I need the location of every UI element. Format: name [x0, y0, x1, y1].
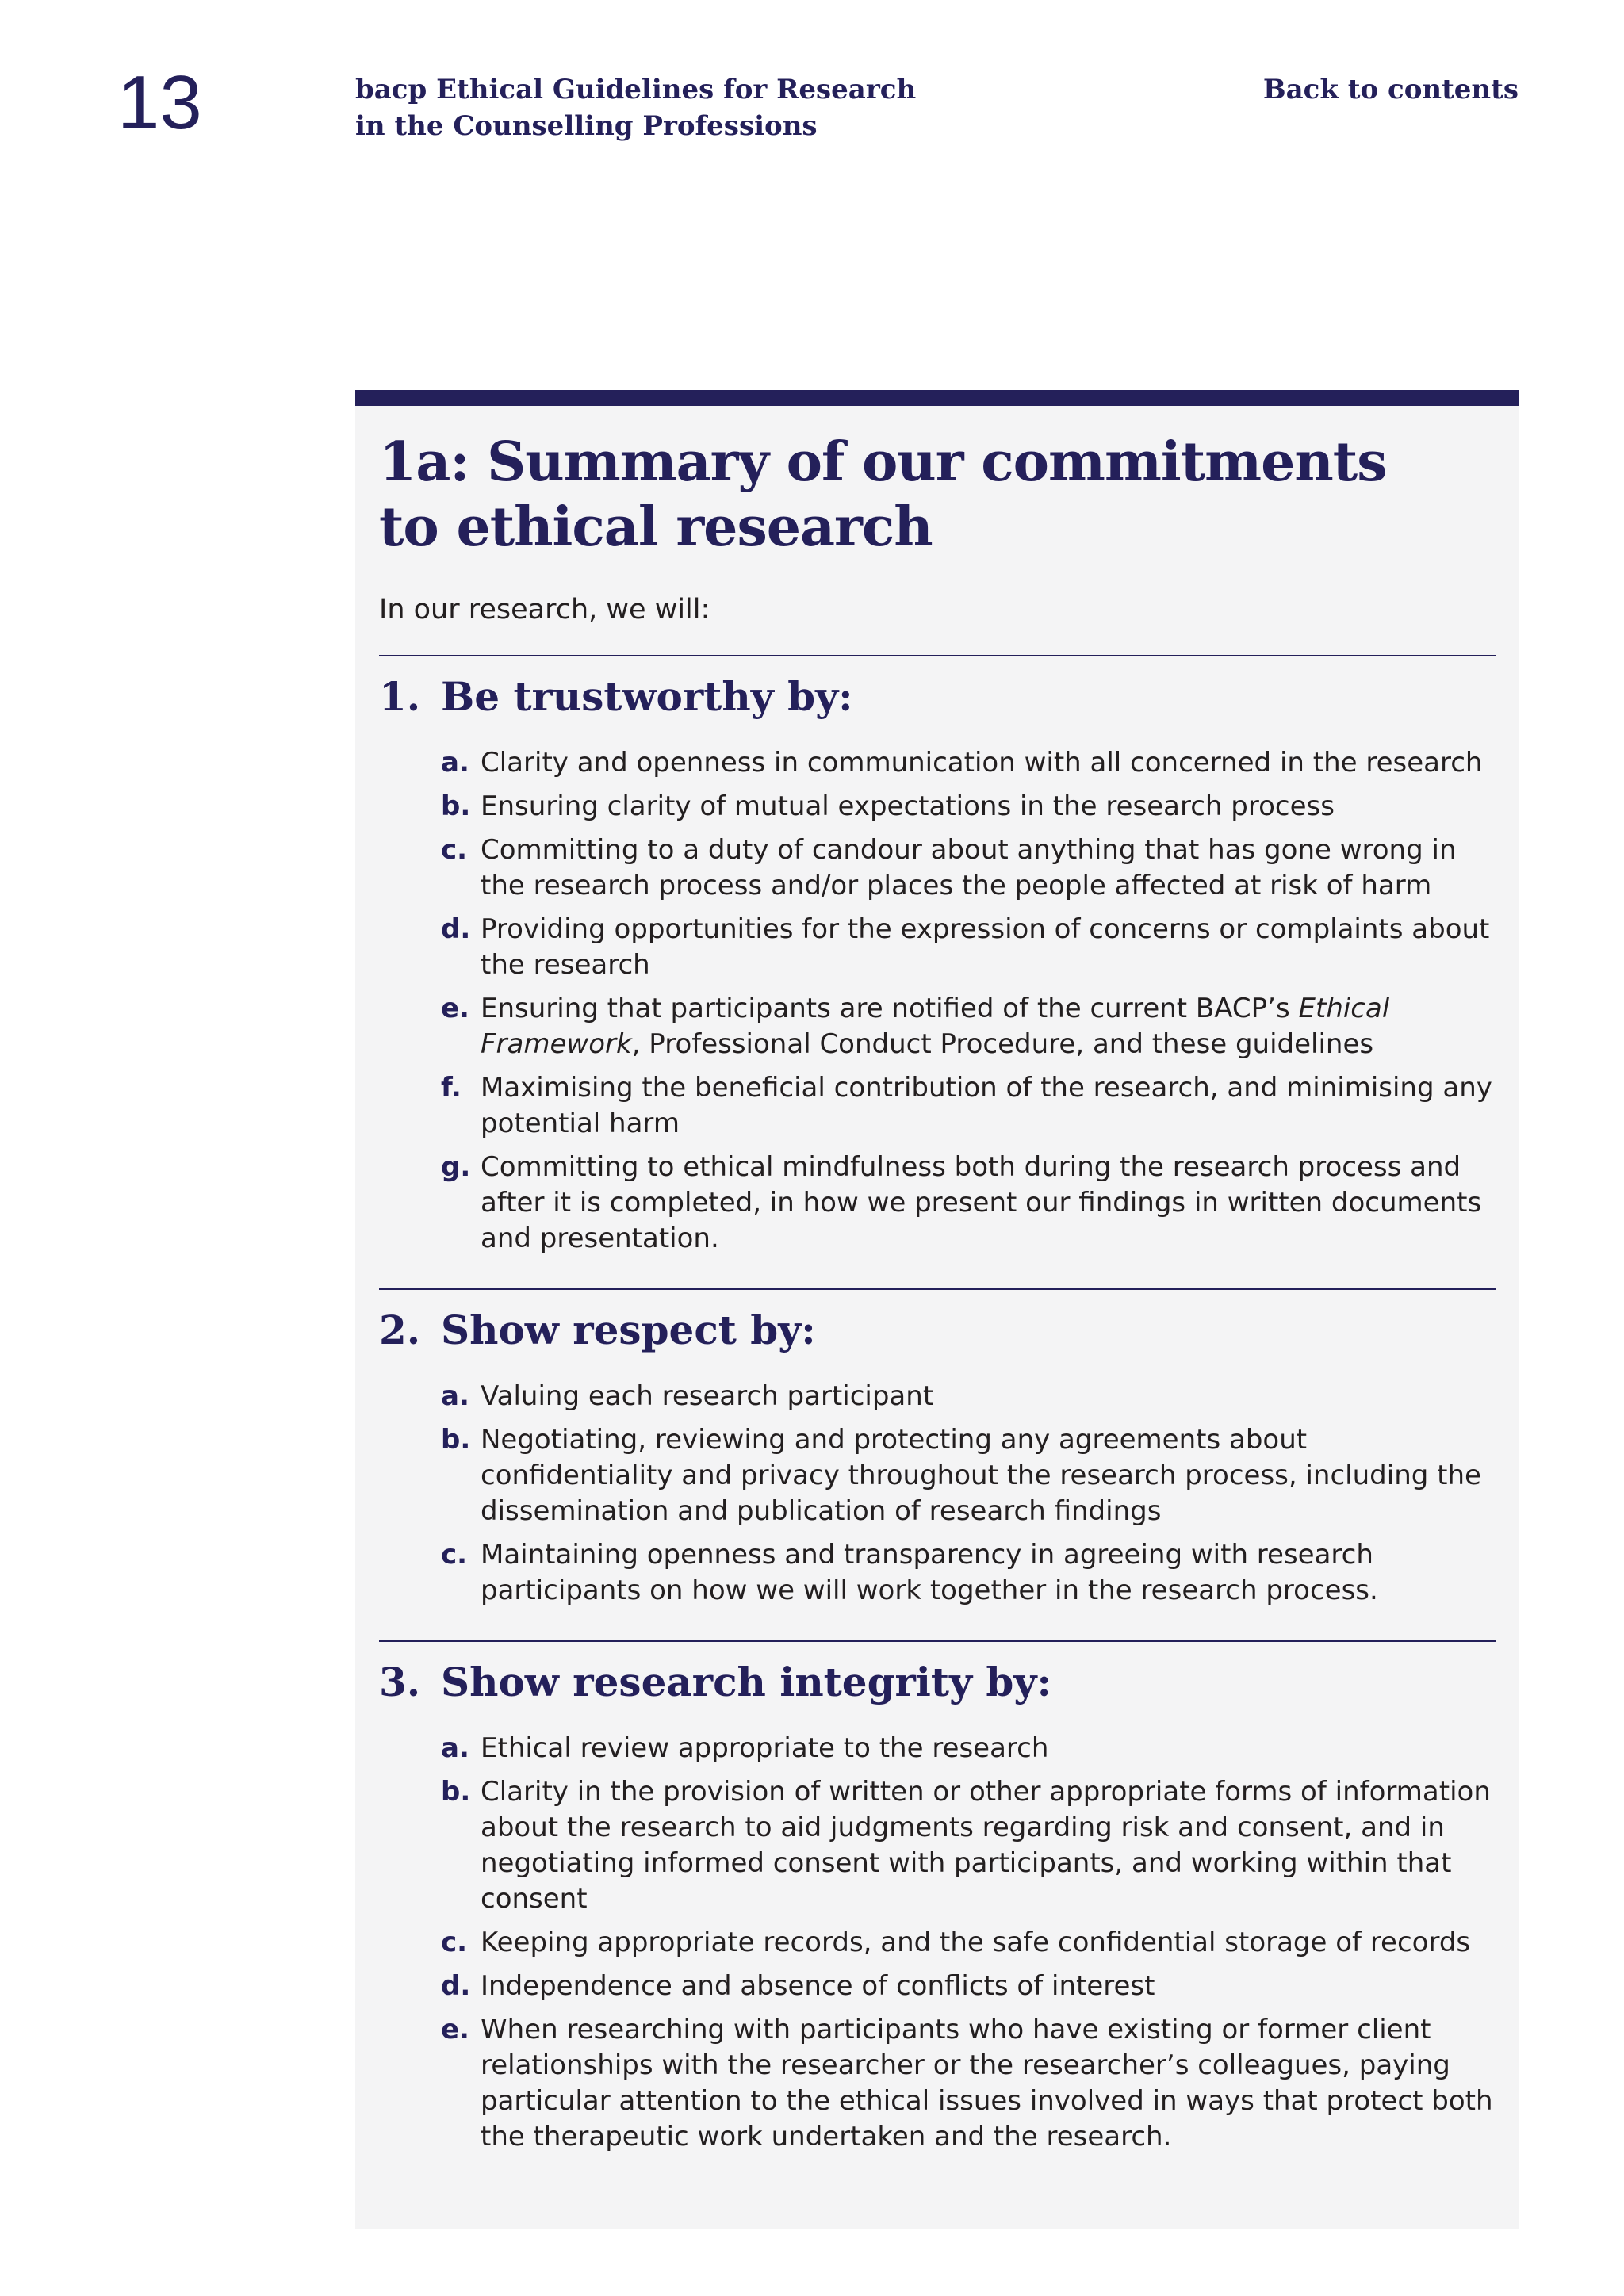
- list-item: [441, 832, 1496, 904]
- document-title-line1: bacp Ethical Guidelines for Research: [355, 74, 917, 105]
- commitment-list: [379, 745, 1496, 1257]
- list-item: [441, 1422, 1496, 1529]
- item-text: Clarity and openness in communication with all concerned in the research: [481, 747, 1483, 779]
- summary-title-line2: to ethical research: [379, 496, 933, 559]
- list-item: [441, 991, 1496, 1062]
- item-letter: b.: [441, 1776, 471, 1808]
- back-to-contents-link[interactable]: Back to contents: [1262, 74, 1519, 105]
- item-text: [481, 991, 1496, 1062]
- list-item: [441, 1969, 1496, 2004]
- item-text-em: Ethical Framework: [481, 993, 1390, 1060]
- section-respect: [379, 1288, 1496, 1609]
- section-number: 2.: [379, 1307, 421, 1353]
- section-heading: [379, 1303, 1496, 1358]
- list-item: [441, 1731, 1496, 1766]
- item-letter: f.: [441, 1072, 462, 1104]
- document-title-line2: in the Counselling Professions: [355, 110, 818, 142]
- section-trustworthy: [379, 655, 1496, 1257]
- item-letter: g.: [441, 1151, 471, 1183]
- item-text: Clarity in the provision of written or other appropriate forms of information about the research to aid judgments regarding risk and consent, and in negotiating informed consent with participants, and working within that consent: [481, 1776, 1491, 1915]
- item-text: When researching with participants who have existing or former client relationships with the researcher or the researcher’s colleagues, paying particular attention to the ethical issues involved in ways that protect both the therapeutic work undertaken and the research.: [481, 2014, 1493, 2152]
- list-item: [441, 1774, 1496, 1917]
- list-item: [441, 2012, 1496, 2155]
- section-title: Show research integrity by:: [441, 1659, 1051, 1705]
- item-text: Committing to a duty of candour about anything that has gone wrong in the research process and/or places the people affected at risk of harm: [481, 834, 1457, 901]
- item-letter: e.: [441, 2014, 469, 2045]
- item-letter: b.: [441, 790, 471, 822]
- summary-title: [379, 430, 1496, 560]
- list-item: [441, 789, 1496, 825]
- item-letter: c.: [441, 1927, 468, 1958]
- list-item: [441, 1379, 1496, 1414]
- item-text: Providing opportunities for the expression of concerns or complaints about the research: [481, 913, 1490, 981]
- section-integrity: [379, 1640, 1496, 2155]
- list-item: [441, 912, 1496, 983]
- item-letter: d.: [441, 1970, 471, 2002]
- list-item: [441, 1150, 1496, 1257]
- item-text-pre: Ensuring that participants are notified of the current BACP’s: [481, 993, 1299, 1024]
- section-heading: [379, 1655, 1496, 1710]
- item-letter: a.: [441, 1732, 469, 1764]
- item-letter: c.: [441, 834, 468, 866]
- item-text: Committing to ethical mindfulness both during the research process and after it is completed, in how we present our findings in written documents and presentation.: [481, 1151, 1482, 1254]
- list-item: [441, 1537, 1496, 1609]
- commitment-list: [379, 1379, 1496, 1609]
- item-letter: d.: [441, 913, 471, 945]
- list-item: [441, 1070, 1496, 1142]
- item-letter: a.: [441, 747, 469, 779]
- section-number: 3.: [379, 1659, 421, 1705]
- summary-title-line1: 1a: Summary of our commitments: [379, 430, 1387, 494]
- item-text: Keeping appropriate records, and the safe confidential storage of records: [481, 1927, 1471, 1958]
- section-title: Show respect by:: [441, 1307, 816, 1353]
- item-letter: b.: [441, 1424, 471, 1456]
- section-heading: [379, 669, 1496, 725]
- document-title: [355, 71, 916, 144]
- page-number: 13: [117, 60, 202, 145]
- section-title: Be trustworthy by:: [441, 673, 853, 720]
- item-letter: e.: [441, 993, 469, 1024]
- commitment-list: [379, 1731, 1496, 2155]
- summary-box: [355, 390, 1519, 2229]
- list-item: [441, 745, 1496, 781]
- intro-text: In our research, we will:: [379, 594, 710, 626]
- item-text: Independence and absence of conflicts of interest: [481, 1970, 1155, 2002]
- item-letter: c.: [441, 1539, 468, 1571]
- item-text: Maximising the beneficial contribution of the research, and minimising any potential harm: [481, 1072, 1492, 1139]
- item-text: Negotiating, reviewing and protecting any agreements about confidentiality and privacy throughout the research process, including the dissemination and publication of research findings: [481, 1424, 1481, 1527]
- item-text: Valuing each research participant: [481, 1380, 934, 1412]
- list-item: [441, 1925, 1496, 1961]
- item-text: Maintaining openness and transparency in agreeing with research participants on how we will work together in the research process.: [481, 1539, 1378, 1606]
- item-letter: a.: [441, 1380, 469, 1412]
- item-text: Ethical review appropriate to the research: [481, 1732, 1049, 1764]
- section-number: 1.: [379, 673, 421, 720]
- item-text-post: , Professional Conduct Procedure, and these guidelines: [631, 1028, 1374, 1060]
- item-text: Ensuring clarity of mutual expectations in the research process: [481, 790, 1335, 822]
